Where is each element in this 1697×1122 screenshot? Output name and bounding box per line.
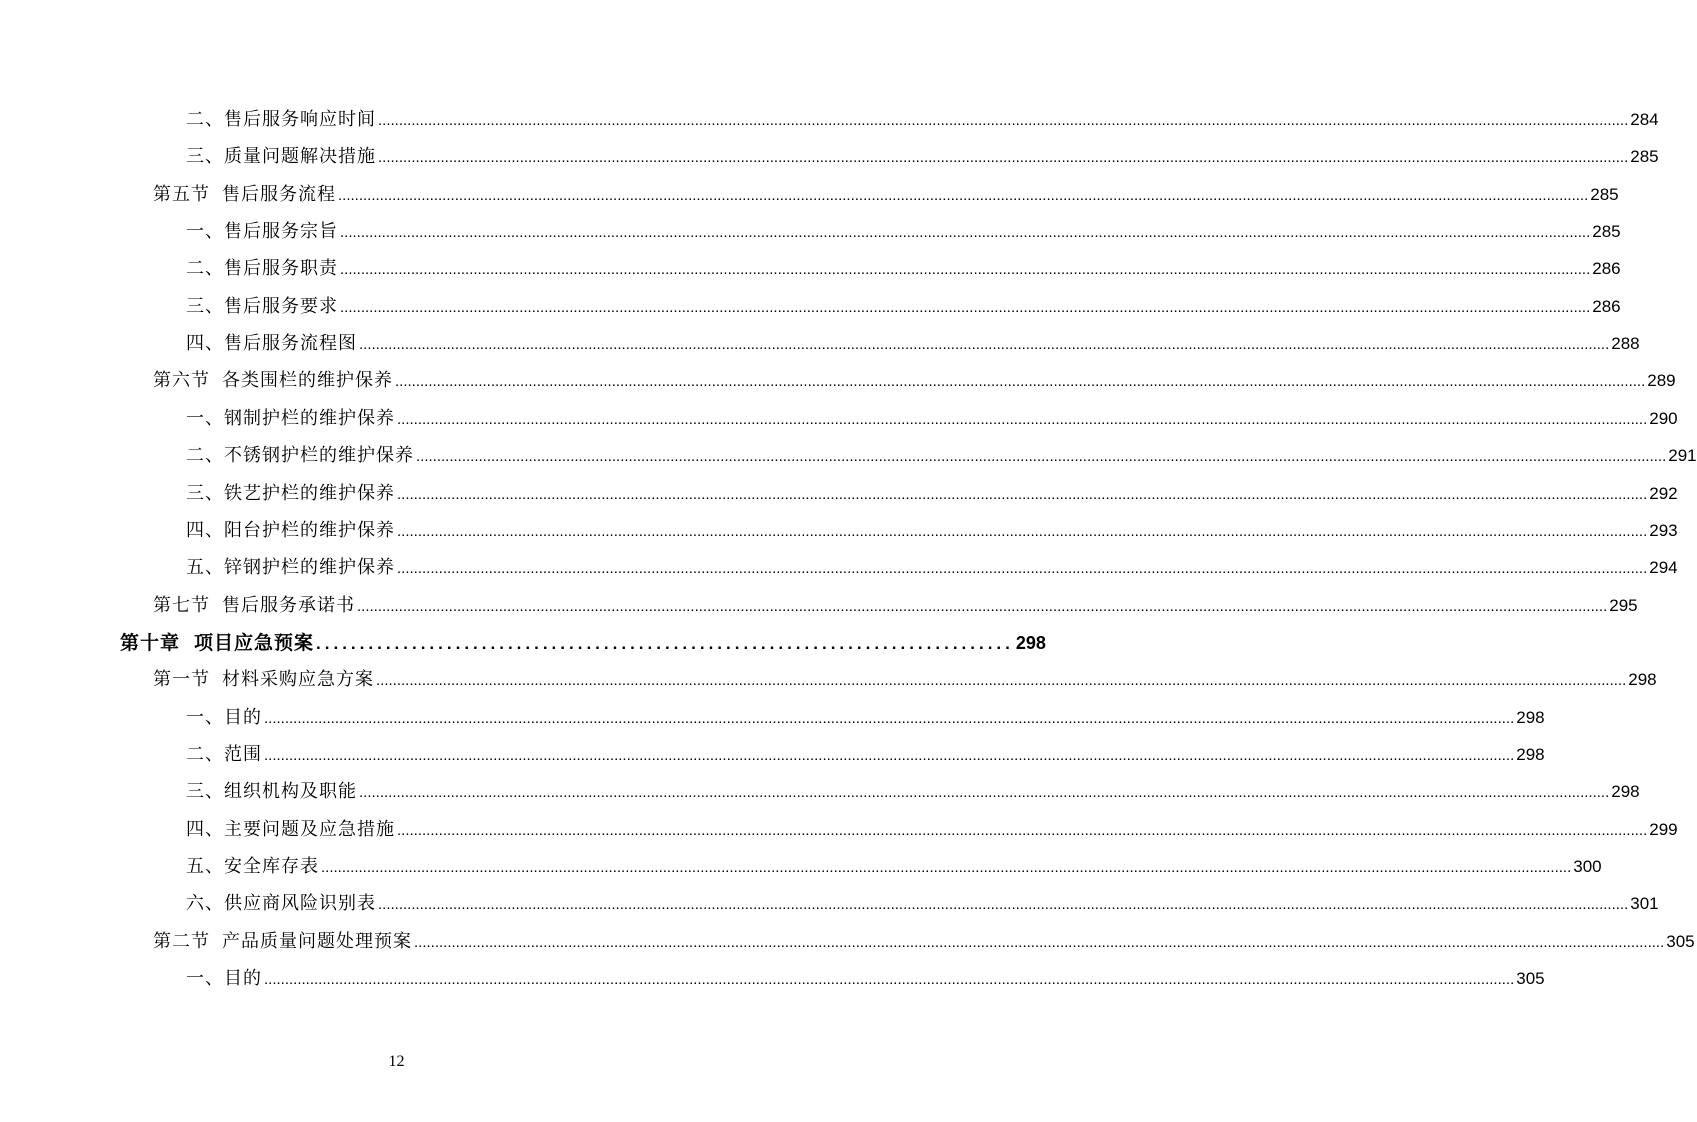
toc-page-number: 300 xyxy=(1573,857,1602,876)
toc-entry-number: 一、 xyxy=(186,968,224,990)
toc-dot-leader: ............................................................................................................................................................................................................................................................................................................ xyxy=(338,186,1589,204)
toc-entry-number: 第七节 xyxy=(153,594,210,616)
toc-entry-number: 五、 xyxy=(186,856,224,877)
toc-page-number: 298 xyxy=(1516,707,1545,727)
toc-item-entry[interactable] xyxy=(186,142,1659,172)
toc-entry-title: 项目应急预案 xyxy=(194,631,315,654)
toc-dot-leader: ............................................................................................................................................................................................................................................................................................................ xyxy=(378,149,1629,167)
toc-item-entry[interactable] xyxy=(186,404,1678,434)
toc-chapter-entry[interactable] xyxy=(120,628,1046,658)
toc-item-entry[interactable] xyxy=(186,329,1640,359)
toc-entry-title: 锌钢护栏的维护保养 xyxy=(224,557,395,579)
toc-entry-number: 一、 xyxy=(186,706,224,728)
toc-entry-number: 四、 xyxy=(186,818,224,840)
toc-page-number: 299 xyxy=(1649,819,1678,839)
toc-dot-leader: ............................................................................................................................................................................................................................................................................................................ xyxy=(359,784,1610,802)
toc-section-entry[interactable] xyxy=(153,665,1657,695)
toc-page-number: 298 xyxy=(1516,744,1545,764)
toc-entry-number: 四、 xyxy=(186,333,224,355)
toc-section-entry[interactable] xyxy=(153,927,1695,957)
toc-page-number: 285 xyxy=(1630,147,1659,167)
toc-entry-title: 铁艺护栏的维护保养 xyxy=(224,482,395,504)
toc-entry-title: 目的 xyxy=(224,706,262,728)
toc-page-number: 301 xyxy=(1630,894,1659,914)
toc-dot-leader: ............................................................................................................................................................................................................................................................................................................ xyxy=(378,112,1629,129)
toc-dot-leader: ................................................................................ xyxy=(316,633,1014,653)
toc-section-entry[interactable] xyxy=(153,366,1676,396)
toc-entry-title: 售后服务职责 xyxy=(224,258,338,280)
toc-page-number: 298 xyxy=(1611,782,1640,802)
toc-page-number: 298 xyxy=(1628,670,1657,690)
toc-item-entry[interactable] xyxy=(186,889,1659,919)
toc-entry-number: 第二节 xyxy=(153,930,210,952)
toc-dot-leader: ............................................................................................................................................................................................................................................................................................................ xyxy=(397,485,1648,503)
toc-entry-title: 产品质量问题处理预案 xyxy=(222,930,412,952)
toc-item-entry[interactable] xyxy=(186,964,1545,994)
toc-entry-number: 四、 xyxy=(186,519,224,541)
toc-dot-leader: ............................................................................................................................................................................................................................................................................................................ xyxy=(264,709,1515,727)
toc-entry-number: 二、 xyxy=(186,258,224,280)
toc-page-number: 290 xyxy=(1649,408,1678,428)
toc-item-entry[interactable] xyxy=(186,217,1621,247)
toc-entry-title: 售后服务承诺书 xyxy=(222,594,355,616)
toc-item-entry[interactable] xyxy=(186,703,1545,733)
toc-entry-number: 一、 xyxy=(186,407,224,429)
toc-item-entry[interactable] xyxy=(186,740,1545,770)
toc-page-number: 288 xyxy=(1611,334,1640,354)
toc-dot-leader: ............................................................................................................................................................................................................................................................................................................ xyxy=(397,821,1648,839)
toc-entry-number: 第五节 xyxy=(153,183,210,205)
toc-item-entry[interactable] xyxy=(186,815,1678,845)
toc-page-number: 292 xyxy=(1649,483,1678,503)
toc-entry-number: 一、 xyxy=(186,221,224,243)
toc-entry-number: 五、 xyxy=(186,557,224,579)
toc-page-number: 289 xyxy=(1647,371,1676,391)
toc-page-number: 298 xyxy=(1015,632,1046,653)
toc-entry-number: 二、 xyxy=(186,445,224,467)
toc-entry-title: 主要问题及应急措施 xyxy=(224,818,395,840)
toc-entry-number: 第六节 xyxy=(153,370,210,392)
toc-page-number: 285 xyxy=(1590,184,1619,204)
toc-dot-leader: ............................................................................................................................................................................................................................................................................................................ xyxy=(397,522,1648,540)
toc-dot-leader: ............................................................................................................................................................................................................................................................................................................ xyxy=(264,746,1515,764)
toc-entry-title: 范围 xyxy=(224,743,262,765)
toc-page-number: 295 xyxy=(1609,595,1638,615)
toc-entry-number: 三、 xyxy=(186,146,224,168)
toc-dot-leader: ............................................................................................................................................................................................................................................................................................................ xyxy=(378,896,1629,914)
toc-dot-leader: ............................................................................................................................................................................................................................................................................................................ xyxy=(340,298,1591,316)
toc-entry-title: 材料采购应急方案 xyxy=(222,669,374,691)
toc-entry-title: 目的 xyxy=(224,968,262,990)
toc-entry-title: 安全库存表 xyxy=(224,856,319,877)
toc-dot-leader: ............................................................................................................................................................................................................................................................................................................ xyxy=(414,933,1665,951)
toc-item-entry[interactable] xyxy=(186,292,1621,322)
toc-entry-number: 二、 xyxy=(186,109,224,130)
toc-entry-number: 三、 xyxy=(186,295,224,317)
toc-entry-title: 阳台护栏的维护保养 xyxy=(224,519,395,541)
toc-entry-number: 三、 xyxy=(186,482,224,504)
toc-entry-number: 六、 xyxy=(186,893,224,915)
toc-dot-leader: ............................................................................................................................................................................................................................................................................................................ xyxy=(359,336,1610,354)
toc-entry-number: 三、 xyxy=(186,781,224,803)
toc-dot-leader: ............................................................................................................................................................................................................................................................................................................ xyxy=(340,261,1591,279)
toc-page-number: 294 xyxy=(1649,558,1678,578)
toc-page-number: 284 xyxy=(1630,110,1659,129)
toc-item-entry[interactable] xyxy=(186,479,1678,509)
toc-dot-leader: ............................................................................................................................................................................................................................................................................................................ xyxy=(397,560,1648,578)
page-number-footer: 12 xyxy=(388,1053,405,1070)
toc-entry-title: 售后服务响应时间 xyxy=(224,109,376,130)
toc-item-entry[interactable] xyxy=(186,516,1678,546)
toc-entry-title: 组织机构及职能 xyxy=(224,781,357,803)
toc-entry-title: 供应商风险识别表 xyxy=(224,893,376,915)
toc-section-entry[interactable] xyxy=(153,180,1619,210)
toc-item-entry[interactable] xyxy=(186,553,1678,583)
toc-entry-title: 售后服务宗旨 xyxy=(224,221,338,243)
toc-page-number: 285 xyxy=(1592,222,1621,242)
toc-dot-leader: ............................................................................................................................................................................................................................................................................................................ xyxy=(264,971,1515,989)
toc-dot-leader: ............................................................................................................................................................................................................................................................................................................ xyxy=(395,373,1646,391)
toc-entry-title: 质量问题解决措施 xyxy=(224,146,376,168)
toc-entry-title: 售后服务要求 xyxy=(224,295,338,317)
toc-dot-leader: ............................................................................................................................................................................................................................................................................................................ xyxy=(397,410,1648,428)
toc-item-entry[interactable] xyxy=(186,254,1621,284)
toc-dot-leader: ............................................................................................................................................................................................................................................................................................................ xyxy=(321,859,1572,876)
toc-dot-leader: ............................................................................................................................................................................................................................................................................................................ xyxy=(416,448,1667,466)
toc-page-number: 286 xyxy=(1592,259,1621,279)
toc-page-number: 305 xyxy=(1666,931,1695,951)
toc-entry-title: 售后服务流程 xyxy=(222,183,336,205)
toc-entry-title: 钢制护栏的维护保养 xyxy=(224,407,395,429)
toc-section-entry[interactable] xyxy=(153,591,1638,621)
toc-dot-leader: ............................................................................................................................................................................................................................................................................................................ xyxy=(376,672,1627,690)
toc-item-entry[interactable] xyxy=(186,441,1697,471)
toc-entry-title: 售后服务流程图 xyxy=(224,333,357,355)
toc-entry-title: 不锈钢护栏的维护保养 xyxy=(224,445,414,467)
toc-page-number: 293 xyxy=(1649,520,1678,540)
toc-entry-number: 二、 xyxy=(186,743,224,765)
toc-entry-number: 第十章 xyxy=(120,631,181,654)
toc-entry-number: 第一节 xyxy=(153,669,210,691)
toc-dot-leader: ............................................................................................................................................................................................................................................................................................................ xyxy=(340,224,1591,242)
toc-item-entry[interactable] xyxy=(186,777,1640,807)
toc-page-number: 286 xyxy=(1592,296,1621,316)
toc-item-entry[interactable] xyxy=(186,852,1602,882)
toc-page-number: 305 xyxy=(1516,969,1545,989)
toc-entry-title: 各类围栏的维护保养 xyxy=(222,370,393,392)
toc-page-number: 291 xyxy=(1668,446,1697,466)
toc-item-entry[interactable] xyxy=(186,105,1659,135)
toc-dot-leader: ............................................................................................................................................................................................................................................................................................................ xyxy=(357,597,1608,615)
